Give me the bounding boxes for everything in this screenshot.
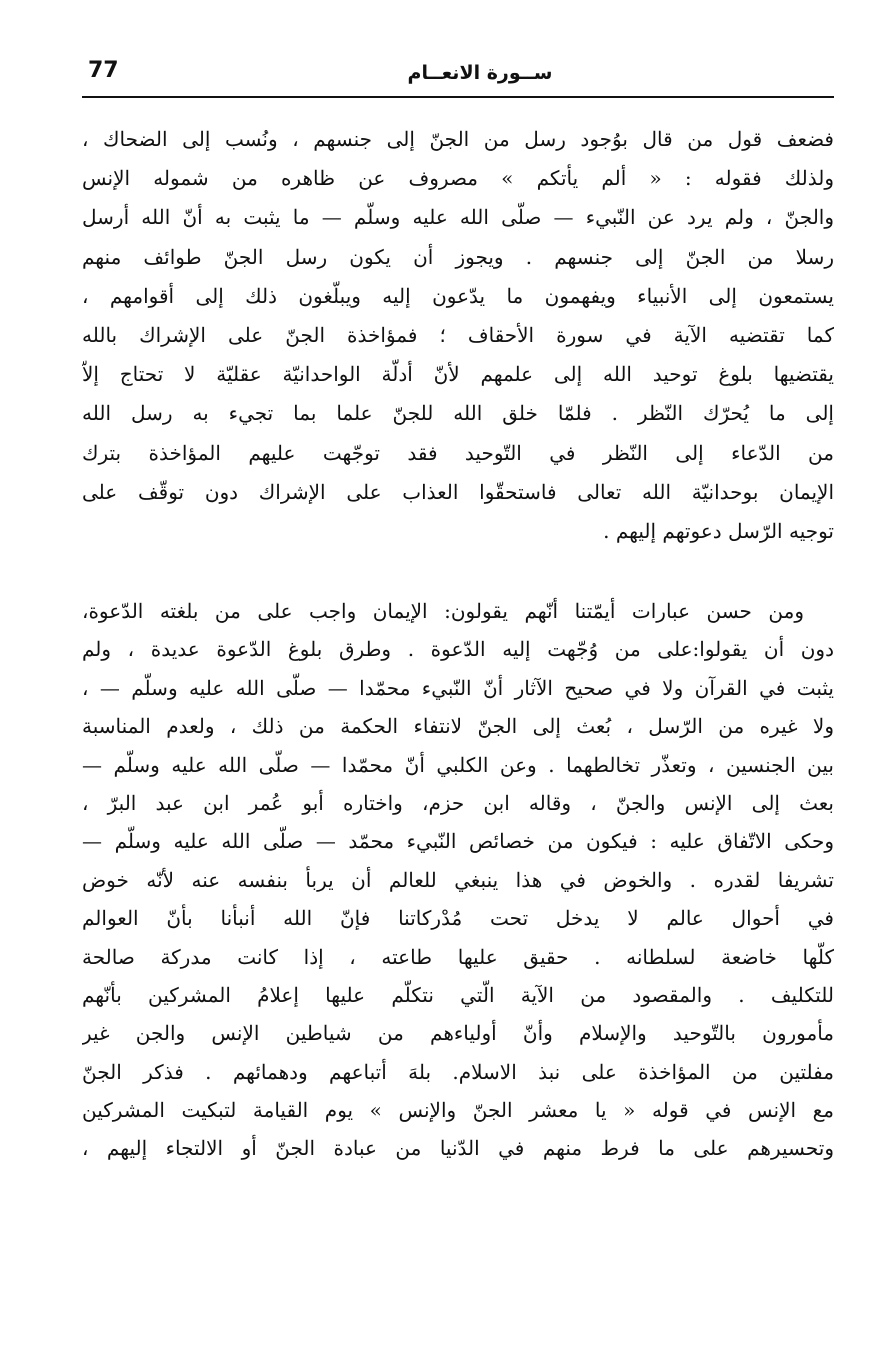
text-line: والجنّ ، ولم يرد عن النّبيء — صلّى الله عليه وسلّم — ما يثبت به أنّ الله أرسل (82, 205, 834, 230)
header-divider (82, 96, 834, 98)
text-line: رسلا من الجنّ إلى جنسهم . ويجوز أن يكون رسل الجنّ طوائف منهم (82, 244, 834, 269)
text-line: في أحوال عالم لا يدخل تحت مُدْركاتنا فإنّ الله أنبأنا بأنّ العوالم (82, 906, 834, 931)
text-line: ولا غيره من الرّسل ، بُعث إلى الجنّ لانتفاء الحكمة من ذلك ، ولعدم المناسبة (82, 714, 834, 739)
text-line: وتحسيرهم على ما فرط منهم في الدّنيا من عبادة الجنّ أو الالتجاء إليهم ، (82, 1136, 834, 1161)
text-line: وحكى الاتّفاق عليه : فيكون من خصائص النّبيء محمّد — صلّى الله عليه وسلّم — (82, 829, 834, 854)
paragraph-2 (82, 592, 834, 1168)
text-line: مع الإنس في قوله « يا معشر الجنّ والإنس » يوم القيامة لتبكيت المشركين (82, 1098, 834, 1123)
paragraph-1 (82, 120, 834, 551)
text-line: للتكليف . والمقصود من الآية الّتي نتكلّم عليها إعلامُ المشركين بأنّهم (82, 982, 834, 1007)
text-line: كلّها خاضعة لسلطانه . حقيق عليها طاعته ، إذا كانت مدركة صالحة (82, 944, 834, 969)
text-line: فضعف قول من قال بوُجود رسل من الجنّ إلى جنسهم ، ونُسب إلى الضحاك ، (82, 127, 834, 151)
text-line: كما تقتضيه الآية في سورة الأحقاف ؛ فمؤاخذة الجنّ على الإشراك بالله (82, 322, 834, 347)
text-line: توجيه الرّسل دعوتهم إليهم . (603, 518, 834, 543)
text-line: دون أن يقولوا:على من وُجّهت إليه الدّعوة . وطرق بلوغ الدّعوة عديدة ، ولم (82, 637, 834, 662)
text-line: مأمورون بالتّوحيد والإسلام وأنّ أولياءهم من شياطين الإنس والجن غير (82, 1021, 834, 1046)
text-line: الإيمان بوحدانيّة الله تعالى فاستحقّوا العذاب على الإشراك دون توقّف على (82, 479, 834, 504)
text-line: بين الجنسين ، وتعذّر تخالطهما . وعن الكلبي أنّ محمّدا — صلّى الله عليه وسلّم — (82, 752, 834, 777)
text-line: بعث إلى الإنس والجنّ ، وقاله ابن حزم، واختاره أبو عُمر ابن عبد البرّ ، (82, 790, 834, 815)
running-header-title: ســورة الانعــام (407, 62, 553, 84)
text-line: يثبت في القرآن ولا في صحيح الآثار أنّ النّبيء محمّدا — صلّى الله عليه وسلّم — ، (82, 675, 834, 700)
text-line: إلى ما يُحرّك النّظر . فلمّا خلق الله للجنّ علما بما تجيء به رسل الله (82, 401, 834, 426)
text-line: ومن حسن عبارات أيمّتنا أنّهم يقولون: الإيمان واجب على من بلغته الدّعوة، (82, 599, 804, 623)
text-line: يستمعون إلى الأنبياء ويفهمون ما يدّعون إليه ويبلّغون ذلك إلى أقوامهم ، (82, 283, 834, 308)
text-line: تشريفا لقدره . والخوض في هذا ينبغي للعالم أن يربأ بنفسه عنه لأنّه خوض (82, 867, 834, 892)
text-line: مفلتين من المؤاخذة على نبذ الاسلام. بلهَ أتباعهم ودهمائهم . فذكر الجنّ (82, 1059, 834, 1084)
text-line: من الدّعاء إلى النّظر في التّوحيد فقد توجّهت عليهم المؤاخذة بترك (82, 440, 834, 465)
page-number: 77 (88, 58, 119, 83)
text-line: يقتضيها بلوغ توحيد الله إلى علمهم لأنّ أدلّة الواحدانيّة عقليّة لا تحتاج إلاّ (82, 362, 834, 387)
text-line: ولذلك فقوله : « ألم يأتكم » مصروف عن ظاهره من شموله الإنس (82, 166, 834, 191)
